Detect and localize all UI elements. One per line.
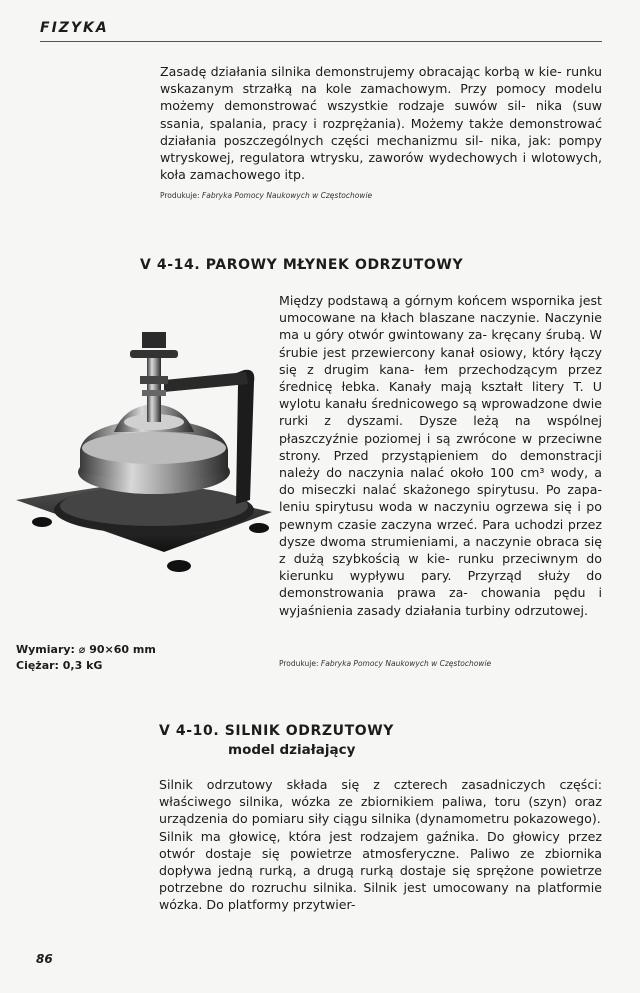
section1-title: V 4-14. PAROWY MŁYNEK ODRZUTOWY (140, 257, 464, 273)
section1-specs (16, 642, 156, 674)
intro-text: Zasadę działania silnika demonstrujemy obracając korbą w kie- runku wskazanym strzałką na kole zamachowym. Przy pomocy modelu możemy demonstrować wszystkie rodzaje suwów sil- nika (suw ssania, spalania, pracy i rozprężania). Możemy także demonstrować działania poszczególnych części mechanizmu sil- nika, jak: pompy wtryskowej, regulatora wtrysku, zaworów wydechowych i wlotowych, koła zamachowego itp. (160, 64, 603, 183)
section2-subtitle: model działający (228, 742, 356, 758)
dimensions: Wymiary: ⌀ 90×60 mm (16, 643, 156, 656)
steam-mill-illustration (14, 322, 276, 578)
intro-producer: Produkuje: Fabryka Pomocy Naukowych w Częstochowie (160, 191, 373, 200)
intro-paragraph (160, 63, 602, 183)
section1-description (279, 292, 602, 619)
header-rule (40, 41, 602, 42)
section2-title: V 4-10. SILNIK ODRZUTOWY (159, 723, 395, 739)
weight: Ciężar: 0,3 kG (16, 659, 103, 672)
section2-text: Silnik odrzutowy składa się z czterech zasadniczych części: właściwego silnika, wózka ze zbiornikiem paliwa, toru (szyn) oraz urządzenia do pomiaru siły ciągu silnika (dynamometru pokazowego). Silnik ma głowicę, która jest rodzajem gaźnika. Do głowicy przez otwór dostaje się powietrze atmosferyczne. Paliwo ze zbiornika dopływa jedną rurką, a drugą rurką dostaje się sprężone powietrze potrzebne do rozruchu silnika. Silnik jest umocowany na platformie wózka. Do platformy przytwier- (159, 777, 602, 913)
section2-description (159, 776, 602, 914)
page-number: 86 (36, 952, 53, 966)
section1-producer: Produkuje: Fabryka Pomocy Naukowych w Częstochowie (279, 659, 492, 668)
running-header: FIZYKA (40, 20, 109, 36)
section1-text: Między podstawą a górnym końcem wspornika jest umocowane na kłach blaszane naczynie. Naczynie ma u góry otwór gwintowany za- kręcany śrubą. W śrubie jest przewiercony kanał osiowy, który łączy się z drugim kana- łem przechodzącym przez średnicę łebka. Kanały mają kształt litery T. U wylotu kanału średnicowego są wprowadzone dwie rurki z dyszami. Dysze leżą na wspólnej płaszczyźnie poziomej i są zwrócone w przeciwne strony. Przed przystąpieniem do demonstracji należy do naczynia nalać około 100 cm³ wody, a do miseczki nalać skażonego spirytusu. Po zapa- leniu spirytusu woda w naczyniu ogrzewa się i po pewnym czasie zaczyna wrzeć. Para uchodzi przez dysze dwoma strumieniami, a naczynie obraca się z dużą szybkością w kie- runku przeciwnym do kierunku wypływu pary. Przyrząd służy do demonstrowania prawa za- chowania pędu i wyjaśnienia zasady działania turbiny odrzutowej. (279, 293, 603, 618)
